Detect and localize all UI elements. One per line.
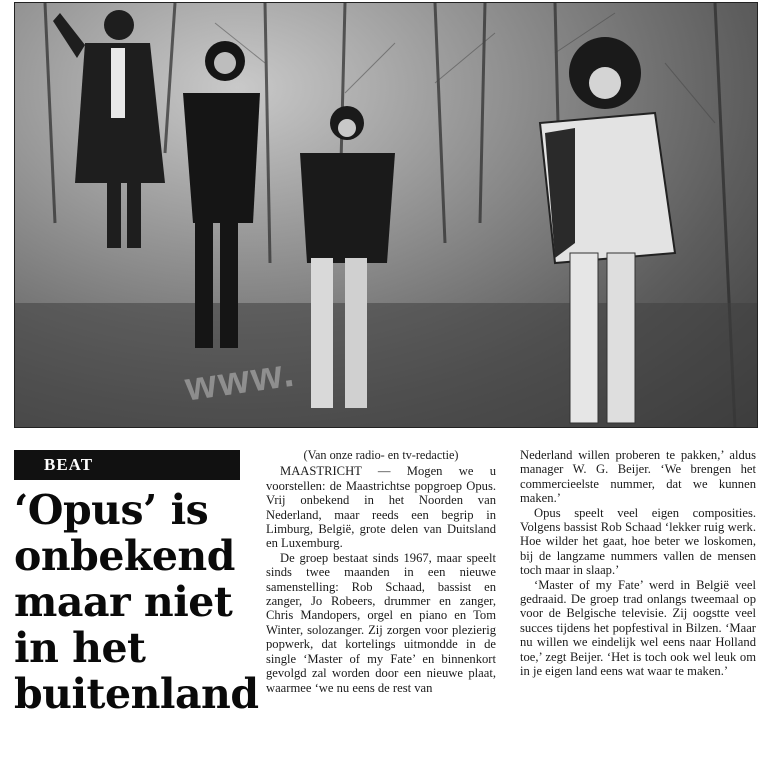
article-paragraph: De groep bestaat sinds 1967, maar speelt sinds twee maanden in een nieuwe samenstelling: Rob Schaad, bassist en zanger, Jo Robeers, drummer en zanger, Chris Mandopers, orgel en piano en Tom Winter, solozanger. Zij zorgen voor plezierig popwerk, dat kortelings uitmondde in de single ‘Master of my Fate’ en binnenkort gevolgd zal worden door een nieuwe plaat, waarmee ‘we nu eens de rest van <box>266 550 496 695</box>
headline-line: ‘Opus’ is <box>14 486 209 534</box>
article-column-1 <box>266 448 496 695</box>
byline-credit: (Van onze radio- en tv-redactie) <box>303 448 459 462</box>
headline-line: buitenland <box>14 670 259 718</box>
article-paragraph: Opus speelt veel eigen composities. Volgens bassist Rob Schaad ‘lekker ruig werk. Hoe wilder het gaat, hoe beter we loskomen, bij de langzame nummers vallen de mensen toch maar in slaap.’ <box>520 505 756 578</box>
headline <box>14 486 259 718</box>
headline-line: in het <box>14 624 146 672</box>
watermark: www. <box>182 350 299 410</box>
headline-line: maar niet <box>14 578 233 626</box>
article-paragraph: Nederland willen proberen te pakken,’ aldus manager W. G. Beijer. ‘We brengen het commercieelste nummer, dat we kunnen maken.’ <box>520 448 756 506</box>
article-column-2 <box>520 448 756 679</box>
section-kicker: BEAT <box>14 450 240 480</box>
article-paragraph: MAASTRICHT — Mogen we u voorstellen: de Maastrichtse popgroep Opus. Vrij onbekend in het Noorden van Nederland, maar reeds een begrip in Limburg, België, grote delen van Duitsland en Luxemburg. <box>266 464 496 551</box>
headline-line: onbekend <box>14 532 235 580</box>
band-photo <box>14 2 758 428</box>
article-paragraph: ‘Master of my Fate’ werd in België veel gedraaid. De groep trad onlangs tweemaal op voor de Belgische televisie. Zij oogstte veel succes tijdens het popfestival in Bilzen. ‘Maar nu willen we eindelijk wel eens naar Holland toe,’ zegt Beijer. ‘Het is toch ook wel leuk om in je eigen land eens wat waar te maken.’ <box>520 577 756 679</box>
photo-illustration <box>15 3 757 427</box>
